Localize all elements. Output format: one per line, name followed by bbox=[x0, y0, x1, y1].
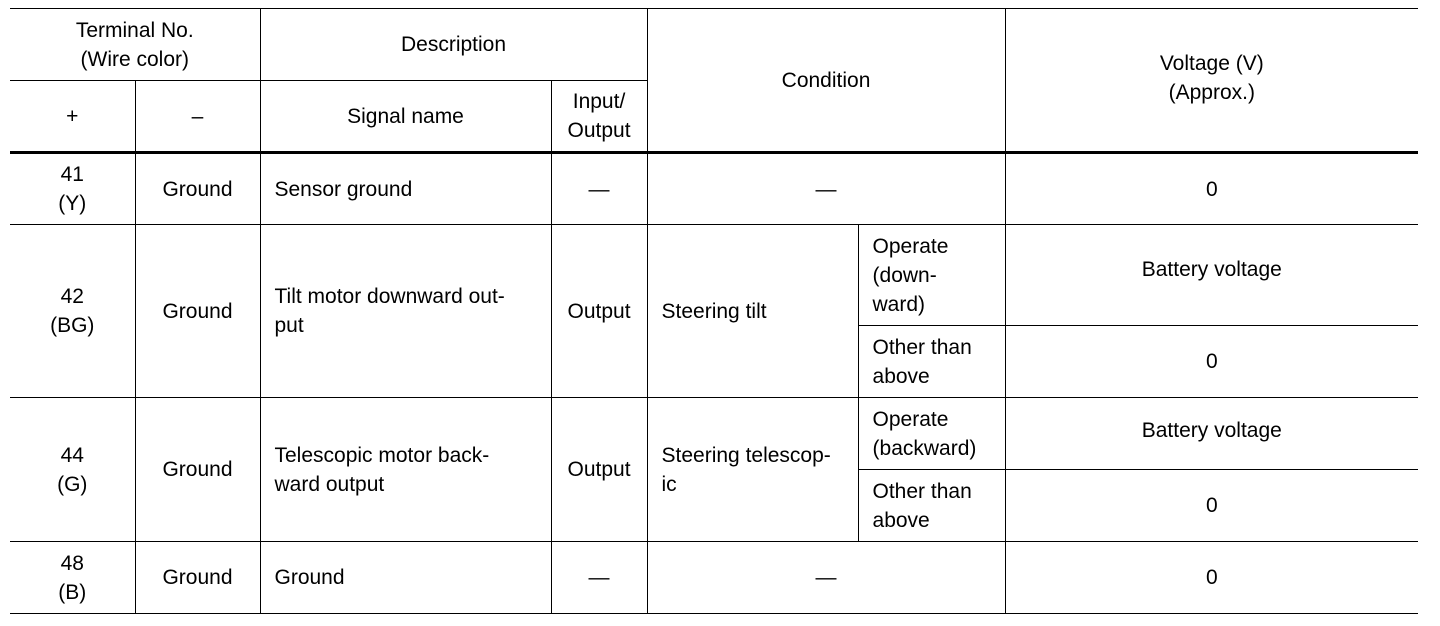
wire-color: (G) bbox=[57, 472, 88, 496]
header-minus: – bbox=[135, 81, 260, 153]
minus-terminal: Ground bbox=[135, 398, 260, 542]
header-row-1 bbox=[10, 9, 1418, 81]
condition bbox=[647, 398, 858, 542]
condition: Steering tilt bbox=[647, 225, 858, 398]
header-voltage-line2: (Approx.) bbox=[1168, 81, 1255, 104]
wire-color: (B) bbox=[58, 580, 87, 604]
header-voltage bbox=[1005, 9, 1418, 153]
sub-condition-line2: (down- bbox=[872, 263, 937, 287]
sub-condition bbox=[858, 470, 1005, 542]
terminal-cell bbox=[10, 542, 135, 614]
input-output: — bbox=[551, 153, 647, 225]
header-voltage-line1: Voltage (V) bbox=[1159, 52, 1264, 75]
signal-name-line2: ward output bbox=[274, 472, 385, 496]
voltage: 0 bbox=[1005, 153, 1418, 225]
sub-condition-line2: above bbox=[872, 508, 930, 532]
voltage: Battery voltage bbox=[1005, 225, 1418, 326]
terminal-spec-table bbox=[10, 8, 1418, 614]
header-io-line2: Output bbox=[567, 119, 631, 142]
sub-condition bbox=[858, 225, 1005, 326]
terminal-number: 48 bbox=[60, 551, 84, 575]
terminal-number: 44 bbox=[60, 443, 84, 467]
header-condition: Condition bbox=[647, 9, 1005, 153]
sub-condition-line1: Other than bbox=[872, 335, 972, 359]
signal-name-line1: Tilt motor downward out- bbox=[274, 285, 505, 308]
table-row-41 bbox=[10, 153, 1418, 225]
terminal-number: 42 bbox=[60, 285, 84, 308]
sub-condition-line1: Operate bbox=[872, 234, 949, 258]
condition-line2: ic bbox=[661, 472, 677, 496]
sub-condition bbox=[858, 326, 1005, 398]
condition: — bbox=[647, 153, 1005, 225]
header-io-line1: Input/ bbox=[572, 90, 626, 113]
wire-color: (Y) bbox=[58, 192, 87, 215]
sub-condition-line2: (backward) bbox=[872, 436, 977, 460]
signal-name bbox=[260, 225, 551, 398]
sub-condition-line1: Other than bbox=[872, 479, 972, 503]
header-input-output bbox=[551, 81, 647, 153]
voltage: 0 bbox=[1005, 326, 1418, 398]
voltage: 0 bbox=[1005, 470, 1418, 542]
header-terminal-line2: (Wire color) bbox=[80, 47, 189, 71]
terminal-cell bbox=[10, 153, 135, 225]
signal-name: Ground bbox=[260, 542, 551, 614]
voltage: 0 bbox=[1005, 542, 1418, 614]
voltage: Battery voltage bbox=[1005, 398, 1418, 470]
signal-name bbox=[260, 398, 551, 542]
header-terminal-line1: Terminal No. bbox=[75, 18, 194, 42]
input-output: Output bbox=[551, 225, 647, 398]
minus-terminal: Ground bbox=[135, 153, 260, 225]
condition-line1: Steering telescop- bbox=[661, 443, 831, 467]
signal-name: Sensor ground bbox=[260, 153, 551, 225]
sub-condition-line2: above bbox=[872, 364, 930, 388]
terminal-number: 41 bbox=[60, 163, 84, 186]
header-terminal bbox=[10, 9, 260, 81]
minus-terminal: Ground bbox=[135, 225, 260, 398]
sub-condition-line1: Operate bbox=[872, 407, 949, 431]
minus-terminal: Ground bbox=[135, 542, 260, 614]
header-plus: + bbox=[10, 81, 135, 153]
input-output: — bbox=[551, 542, 647, 614]
signal-name-line1: Telescopic motor back- bbox=[274, 443, 490, 467]
table-row-42 bbox=[10, 225, 1418, 326]
terminal-spec-table-container bbox=[10, 8, 1418, 614]
header-description: Description bbox=[260, 9, 647, 81]
sub-condition bbox=[858, 398, 1005, 470]
header-signal-name: Signal name bbox=[260, 81, 551, 153]
condition: — bbox=[647, 542, 1005, 614]
table-row-44 bbox=[10, 398, 1418, 470]
table-row-48 bbox=[10, 542, 1418, 614]
terminal-cell bbox=[10, 398, 135, 542]
wire-color: (BG) bbox=[50, 314, 95, 337]
signal-name-line2: put bbox=[274, 314, 304, 337]
sub-condition-line3: ward) bbox=[872, 292, 926, 316]
input-output: Output bbox=[551, 398, 647, 542]
terminal-cell bbox=[10, 225, 135, 398]
